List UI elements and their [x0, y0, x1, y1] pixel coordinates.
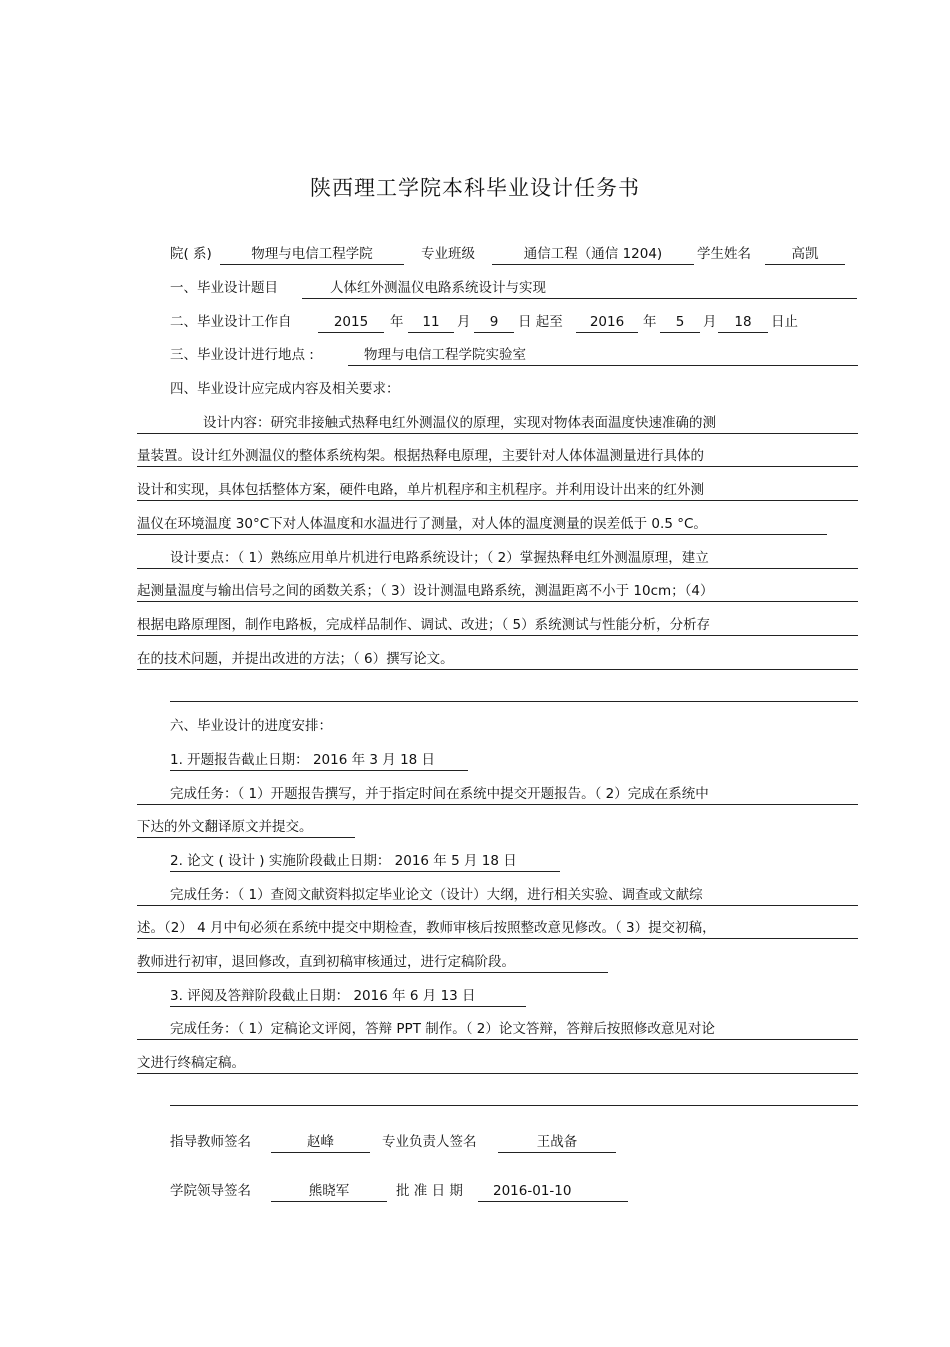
content-line: [137, 412, 858, 434]
spec-line-text: 起测量温度与输出信号之间的函数关系；（ 3）设计测温电路系统，测温距离不小于 10cm；（4）: [137, 583, 714, 599]
blank-line: [170, 701, 858, 702]
dean-name: 熊晓军: [308, 1183, 350, 1199]
student-field: [765, 243, 845, 265]
requirements-heading-text: 四、毕业设计应完成内容及相关要求：: [170, 381, 400, 397]
stage1-line: [137, 816, 355, 838]
spec-line-text: 在的技术问题，并提出改进的方法；（ 6）撰写论文。: [137, 651, 454, 667]
spec-line: [137, 648, 858, 670]
start-day: 9: [489, 314, 499, 330]
end-year-field: [576, 311, 638, 333]
stage1-title-text: 1. 开题报告截止日期： 2016 年 3 月 18 日: [170, 752, 436, 768]
end-day-field: [718, 311, 768, 333]
document-title: 陕西理工学院本科毕业设计任务书: [310, 176, 640, 200]
stage2-line: [137, 951, 608, 973]
start-month: 11: [422, 314, 440, 330]
schedule-heading-text: 六、毕业设计的进度安排：: [170, 718, 332, 734]
topic-field: [302, 277, 857, 299]
spec-line: [137, 614, 858, 636]
approve-date-field: [478, 1180, 628, 1202]
class-field: [492, 243, 694, 265]
content-line: [137, 445, 858, 467]
year-unit-2: 年: [643, 314, 657, 330]
advisor-label: 指导教师签名: [170, 1134, 251, 1150]
stage1-title: [170, 749, 468, 771]
spec-line: [137, 580, 858, 602]
end-month-field: [660, 311, 700, 333]
approve-label: 批 准 日 期: [396, 1183, 463, 1199]
class-label: 专业班级: [421, 246, 475, 262]
place-value: 物理与电信工程学院实验室: [364, 347, 526, 363]
signature-row-2: [170, 1180, 640, 1202]
stage1-line-text: 完成任务：（ 1）开题报告撰写，并于指定时间在系统中提交开题报告。（ 2）完成在系统中: [170, 786, 709, 802]
topic-value: 人体红外测温仪电路系统设计与实现: [330, 280, 546, 296]
start-day-field: [474, 311, 514, 333]
month-unit-2: 月: [703, 314, 717, 330]
stage2-line: [137, 917, 858, 939]
blank-line: [170, 1105, 858, 1106]
topic-label: 一、毕业设计题目: [170, 280, 278, 296]
approve-date: 2016-01-10: [493, 1183, 572, 1199]
content-line-text: 量装置。设计红外测温仪的整体系统构架。根据热释电原理，主要针对人体体温测量进行具体的: [137, 448, 704, 464]
period-row: [170, 311, 860, 333]
major-head-label: 专业负责人签名: [382, 1134, 477, 1150]
place-row: [170, 344, 860, 366]
dept-value: 物理与电信工程学院: [251, 246, 373, 262]
stage2-title-text: 2. 论文 ( 设计 ) 实施阶段截止日期： 2016 年 5 月 18 日: [170, 853, 517, 869]
class-value: 通信工程（通信 1204): [523, 246, 663, 262]
dept-label: 院( 系): [170, 246, 212, 262]
advisor-name: 赵峰: [307, 1134, 334, 1150]
end-month: 5: [675, 314, 685, 330]
start-year: 2015: [333, 314, 369, 330]
stage2-line-text: 完成任务：（ 1）查阅文献资料拟定毕业论文（设计）大纲，进行相关实验、调查或文献综: [170, 887, 703, 903]
content-line: [137, 513, 827, 535]
place-label: 三、毕业设计进行地点 :: [170, 347, 314, 363]
content-line: [137, 479, 858, 501]
end-year: 2016: [589, 314, 625, 330]
start-month-field: [408, 311, 454, 333]
day-to: 日 起至: [518, 314, 563, 330]
content-line-text: 设计内容：研究非接触式热释电红外测温仪的原理，实现对物体表面温度快速准确的测: [203, 415, 716, 431]
content-line-text: 温仪在环境温度 30°C下对人体温度和水温进行了测量，对人体的温度测量的误差低于 0.5 °C。: [137, 516, 707, 532]
dept-field: [220, 243, 404, 265]
requirements-heading: [170, 378, 860, 400]
year-unit-1: 年: [390, 314, 404, 330]
stage2-title: [170, 850, 560, 872]
place-field: [348, 344, 858, 366]
major-head-name: 王战备: [536, 1134, 578, 1150]
student-label: 学生姓名: [697, 246, 751, 262]
major-head-signature: [498, 1131, 616, 1153]
dean-label: 学院领导签名: [170, 1183, 251, 1199]
schedule-heading: [170, 715, 860, 737]
dean-signature: [271, 1180, 387, 1202]
stage3-line: [137, 1018, 858, 1040]
stage3-line: [137, 1052, 858, 1074]
stage3-line-text: 文进行终稿定稿。: [137, 1055, 245, 1071]
student-value: 高凯: [791, 246, 819, 262]
stage3-title: [170, 985, 526, 1007]
spec-line-text: 根据电路原理图，制作电路板，完成样品制作、调试、改进；（ 5）系统测试与性能分析，分析存: [137, 617, 711, 633]
signature-row-1: [170, 1131, 630, 1153]
spec-line-text: 设计要点：（ 1）熟练应用单片机进行电路系统设计；（ 2）掌握热释电红外测温原理，建立: [170, 550, 709, 566]
stage1-line-text: 下达的外文翻译原文并提交。: [137, 819, 313, 835]
spec-line: [137, 547, 858, 569]
stage1-line: [137, 783, 858, 805]
topic-row: [170, 277, 860, 299]
end-day: 18: [734, 314, 752, 330]
month-unit-1: 月: [457, 314, 471, 330]
start-year-field: [318, 311, 384, 333]
stage3-line-text: 完成任务：（ 1）定稿论文评阅，答辩 PPT 制作。（ 2）论文答辩，答辩后按照修改意见对论: [170, 1021, 715, 1037]
content-line-text: 设计和实现，具体包括整体方案，硬件电路，单片机程序和主机程序。并利用设计出来的红外测: [137, 482, 704, 498]
stage2-line-text: 教师进行初审，退回修改，直到初稿审核通过，进行定稿阶段。: [137, 954, 515, 970]
stage3-title-text: 3. 评阅及答辩阶段截止日期： 2016 年 6 月 13 日: [170, 988, 476, 1004]
stage2-line-text: 述。（2） 4 月中旬必须在系统中提交中期检查，教师审核后按照整改意见修改。（ 3）提交初稿，: [137, 920, 716, 936]
period-end: 日止: [771, 314, 798, 330]
header-row: [170, 243, 860, 265]
period-label: 二、毕业设计工作自: [170, 314, 292, 330]
stage2-line: [137, 884, 858, 906]
advisor-signature: [271, 1131, 370, 1153]
